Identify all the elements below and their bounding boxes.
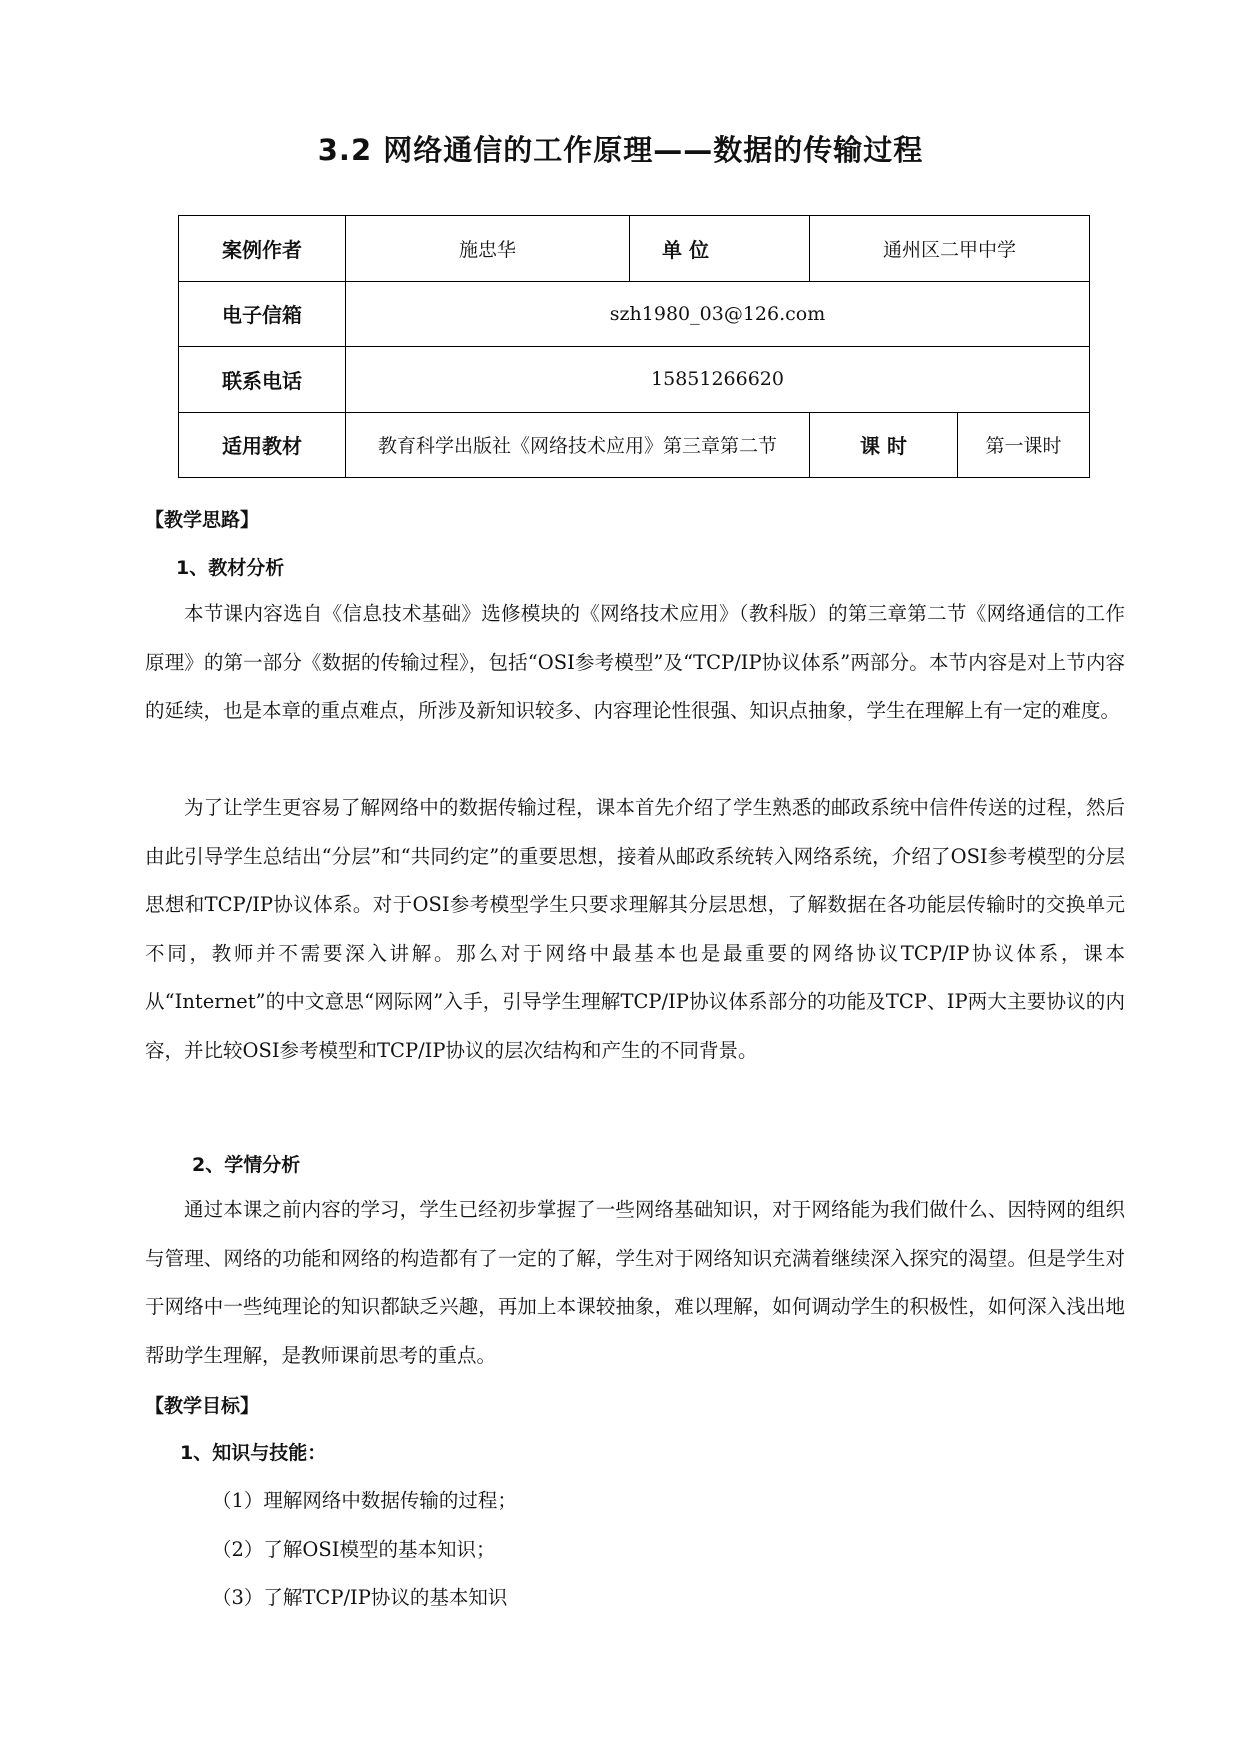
period-label: 课 时 (810, 412, 958, 478)
subsection-knowledge-skills: 1、知识与技能： (180, 1442, 327, 1464)
paragraph-textbook-analysis-1: 本节课内容选自《信息技术基础》选修模块的《网络技术应用》（教科版）的第三章第二节《网络通信的工作原理》的第一部分《数据的传输过程》，包括“OSI参考模型”及“TCP/IP协议体系”两部分。本节内容是对上节内容的延续，也是本章的重点难点，所涉及新知识较多、内容理论性很强、知识点抽象，学生在理解上有一定的难度。 (145, 602, 1125, 722)
email-value: szh1980_03@126.com (346, 281, 1090, 347)
info-table (178, 215, 1090, 478)
goal-item-3: （3）了解TCP/IP协议的基本知识 (212, 1586, 508, 1609)
author-value: 施忠华 (346, 216, 630, 282)
phone-label: 联系电话 (179, 347, 346, 413)
paragraph-textbook-analysis-2: 为了让学生更容易了解网络中的数据传输过程，课本首先介绍了学生熟悉的邮政系统中信件传送的过程，然后由此引导学生总结出“分层”和“共同约定”的重要思想，接着从邮政系统转入网络系统，介绍了OSI参考模型的分层思想和TCP/IP协议体系。对于OSI参考模型学生只要求理解其分层思想，了解数据在各功能层传输时的交换单元不同，教师并不需要深入讲解。那么对于网络中最基本也是最重要的网络协议TCP/IP协议体系，课本从“Internet”的中文意思“网际网”入手，引导学生理解TCP/IP协议体系部分的功能及TCP、IP两大主要协议的内容，并比较OSI参考模型和TCP/IP协议的层次结构和产生的不同背景。 (145, 796, 1125, 1062)
section-heading-goals: 【教学目标】 (145, 1395, 260, 1417)
subsection-textbook-analysis: 1、教材分析 (176, 557, 285, 579)
unit-label: 单 位 (630, 216, 810, 282)
subsection-student-analysis: 2、学情分析 (192, 1154, 301, 1176)
paragraph-student-analysis: 通过本课之前内容的学习，学生已经初步掌握了一些网络基础知识，对于网络能为我们做什么、因特网的组织与管理、网络的功能和网络的构造都有了一定的了解，学生对于网络知识充满着继续深入探究的渴望。但是学生对于网络中一些纯理论的知识都缺乏兴趣，再加上本课较抽象，难以理解，如何调动学生的积极性，如何深入浅出地帮助学生理解，是教师课前思考的重点。 (145, 1198, 1125, 1367)
email-label: 电子信箱 (179, 281, 346, 347)
table-row (179, 281, 1090, 347)
page-title: 3.2 网络通信的工作原理——数据的传输过程 (317, 133, 924, 167)
unit-value: 通州区二甲中学 (810, 216, 1090, 282)
goal-item-1: （1）理解网络中数据传输的过程； (212, 1489, 517, 1512)
table-row (179, 412, 1090, 478)
period-value: 第一课时 (958, 412, 1090, 478)
textbook-value: 教育科学出版社《网络技术应用》第三章第二节 (346, 412, 810, 478)
table-row (179, 216, 1090, 282)
section-heading-thinking: 【教学思路】 (145, 509, 260, 531)
author-label: 案例作者 (179, 216, 346, 282)
phone-value: 15851266620 (346, 347, 1090, 413)
textbook-label: 适用教材 (179, 412, 346, 478)
table-row (179, 347, 1090, 413)
goal-item-2: （2）了解OSI模型的基本知识； (212, 1538, 496, 1561)
